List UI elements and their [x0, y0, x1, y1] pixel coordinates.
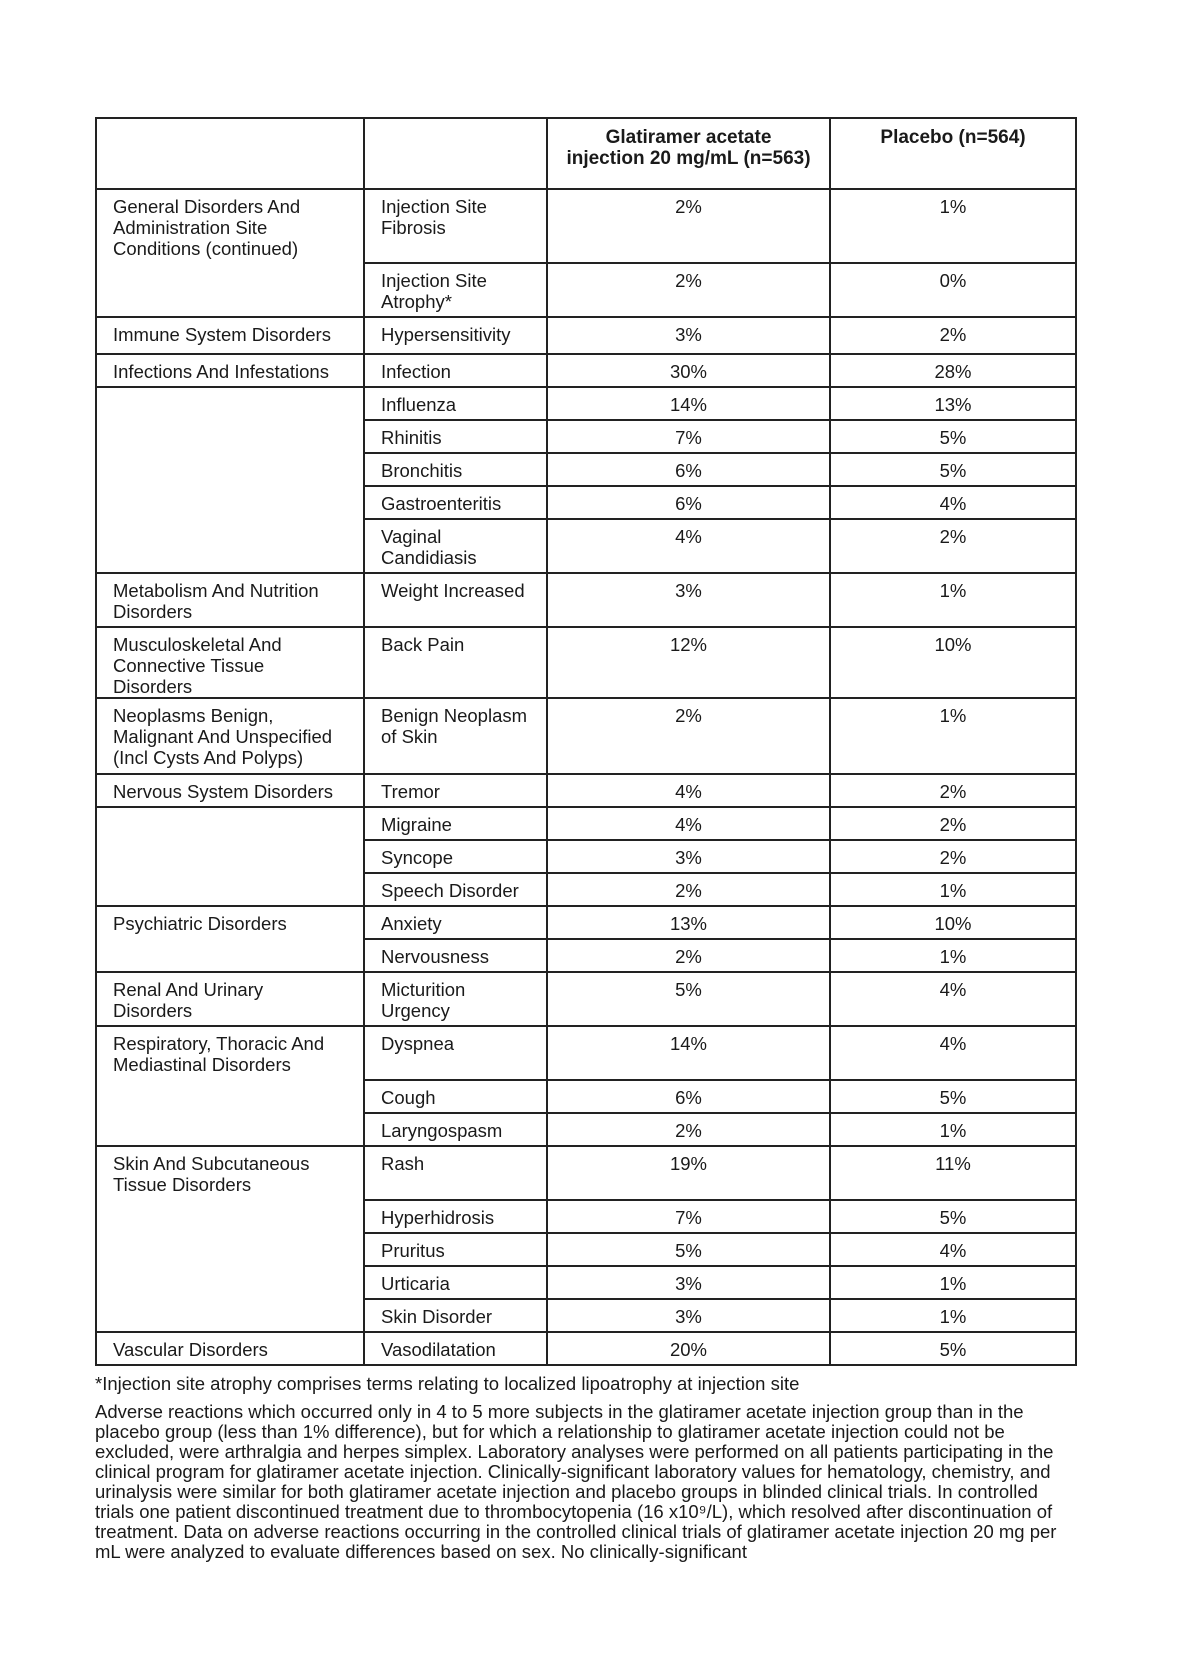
glatiramer-percent-cell: 3%: [547, 1266, 830, 1299]
placebo-percent-cell: 1%: [830, 698, 1076, 774]
placebo-percent-cell: 0%: [830, 263, 1076, 317]
preferred-term-cell: Hyperhidrosis: [364, 1200, 547, 1233]
glatiramer-percent-cell: 14%: [547, 387, 830, 420]
preferred-term-cell: Influenza: [364, 387, 547, 420]
system-organ-class-cell: [96, 387, 364, 573]
glatiramer-percent-cell: 2%: [547, 263, 830, 317]
placebo-percent-cell: 2%: [830, 840, 1076, 873]
glatiramer-percent-cell: 4%: [547, 774, 830, 807]
preferred-term-cell: Skin Disorder: [364, 1299, 547, 1332]
preferred-term-cell: Rhinitis: [364, 420, 547, 453]
footnotes: [95, 1374, 1075, 1570]
table-row: [96, 1146, 1076, 1200]
glatiramer-percent-cell: 19%: [547, 1146, 830, 1200]
placebo-percent-cell: 4%: [830, 972, 1076, 1026]
placebo-percent-cell: 10%: [830, 627, 1076, 698]
preferred-term-cell: Weight Increased: [364, 573, 547, 627]
preferred-term-cell: Syncope: [364, 840, 547, 873]
preferred-term-cell: Pruritus: [364, 1233, 547, 1266]
table-row: [96, 317, 1076, 354]
preferred-term-cell: Injection Site Fibrosis: [364, 189, 547, 263]
header-term: [364, 118, 547, 189]
placebo-percent-cell: 2%: [830, 807, 1076, 840]
preferred-term-cell: Migraine: [364, 807, 547, 840]
table-row: [96, 1332, 1076, 1365]
preferred-term-cell: Hypersensitivity: [364, 317, 547, 354]
header-placebo: Placebo (n=564): [830, 118, 1076, 189]
placebo-percent-cell: 5%: [830, 1200, 1076, 1233]
header-glatiramer: Glatiramer acetate injection 20 mg/mL (n=563): [547, 118, 830, 189]
glatiramer-percent-cell: 20%: [547, 1332, 830, 1365]
placebo-percent-cell: 2%: [830, 519, 1076, 573]
placebo-percent-cell: 11%: [830, 1146, 1076, 1200]
placebo-percent-cell: 1%: [830, 1299, 1076, 1332]
placebo-percent-cell: 13%: [830, 387, 1076, 420]
glatiramer-percent-cell: 7%: [547, 1200, 830, 1233]
glatiramer-percent-cell: 2%: [547, 698, 830, 774]
system-organ-class-cell: Renal And Urinary Disorders: [96, 972, 364, 1026]
glatiramer-percent-cell: 14%: [547, 1026, 830, 1080]
system-organ-class-cell: Infections And Infestations: [96, 354, 364, 387]
table-row: [96, 627, 1076, 698]
table-row: [96, 807, 1076, 840]
glatiramer-percent-cell: 6%: [547, 486, 830, 519]
system-organ-class-cell: Neoplasms Benign, Malignant And Unspecified (Incl Cysts And Polyps): [96, 698, 364, 774]
table-row: [96, 906, 1076, 939]
glatiramer-percent-cell: 6%: [547, 453, 830, 486]
preferred-term-cell: Gastroenteritis: [364, 486, 547, 519]
glatiramer-percent-cell: 2%: [547, 1113, 830, 1146]
placebo-percent-cell: 2%: [830, 774, 1076, 807]
glatiramer-percent-cell: 4%: [547, 807, 830, 840]
preferred-term-cell: Speech Disorder: [364, 873, 547, 906]
placebo-percent-cell: 5%: [830, 453, 1076, 486]
system-organ-class-cell: Skin And Subcutaneous Tissue Disorders: [96, 1146, 364, 1332]
placebo-percent-cell: 2%: [830, 317, 1076, 354]
glatiramer-percent-cell: 2%: [547, 873, 830, 906]
preferred-term-cell: Benign Neoplasm of Skin: [364, 698, 547, 774]
placebo-percent-cell: 28%: [830, 354, 1076, 387]
glatiramer-percent-cell: 6%: [547, 1080, 830, 1113]
glatiramer-percent-cell: 30%: [547, 354, 830, 387]
table-row: [96, 972, 1076, 1026]
preferred-term-cell: Rash: [364, 1146, 547, 1200]
atrophy-footnote: *Injection site atrophy comprises terms relating to localized lipoatrophy at injection site: [95, 1373, 800, 1394]
glatiramer-percent-cell: 7%: [547, 420, 830, 453]
preferred-term-cell: Anxiety: [364, 906, 547, 939]
table-row: [96, 698, 1076, 774]
placebo-percent-cell: 4%: [830, 1233, 1076, 1266]
glatiramer-percent-cell: 3%: [547, 840, 830, 873]
placebo-percent-cell: 1%: [830, 939, 1076, 972]
body-paragraph: Adverse reactions which occurred only in 4 to 5 more subjects in the glatiramer acetate injection group than in the placebo group (less than 1% difference), but for which a relationship to glatiramer acetate injection could not be excluded, were arthralgia and herpes simplex. Laboratory analyses were performed on all patients participating in the clinical program for glatiramer acetate injection. Clinically-significant laboratory values for hematology, chemistry, and urinalysis were similar for both glatiramer acetate injection and placebo groups in blinded clinical trials. In controlled trials one patient discontinued treatment due to thrombocytopenia (16 x10⁹/L), which resolved after discontinuation of treatment. Data on adverse reactions occurring in the controlled clinical trials of glatiramer acetate injection 20 mg per mL were analyzed to evaluate differences based on sex. No clinically-significant: [95, 1401, 1057, 1562]
table-body: [96, 189, 1076, 1365]
table-header-row: [96, 118, 1076, 189]
placebo-percent-cell: 4%: [830, 486, 1076, 519]
preferred-term-cell: Infection: [364, 354, 547, 387]
system-organ-class-cell: Musculoskeletal And Connective Tissue Disorders: [96, 627, 364, 698]
system-organ-class-cell: Respiratory, Thoracic And Mediastinal Disorders: [96, 1026, 364, 1146]
system-organ-class-cell: [96, 807, 364, 906]
table-row: [96, 387, 1076, 420]
system-organ-class-cell: Immune System Disorders: [96, 317, 364, 354]
placebo-percent-cell: 5%: [830, 1080, 1076, 1113]
glatiramer-percent-cell: 3%: [547, 573, 830, 627]
preferred-term-cell: Tremor: [364, 774, 547, 807]
table-row: [96, 189, 1076, 263]
system-organ-class-cell: Vascular Disorders: [96, 1332, 364, 1365]
preferred-term-cell: Back Pain: [364, 627, 547, 698]
table-row: [96, 774, 1076, 807]
placebo-percent-cell: 1%: [830, 573, 1076, 627]
placebo-percent-cell: 1%: [830, 189, 1076, 263]
table-row: [96, 1026, 1076, 1080]
glatiramer-percent-cell: 2%: [547, 939, 830, 972]
glatiramer-percent-cell: 3%: [547, 317, 830, 354]
preferred-term-cell: Cough: [364, 1080, 547, 1113]
table-row: [96, 354, 1076, 387]
system-organ-class-cell: Nervous System Disorders: [96, 774, 364, 807]
preferred-term-cell: Vasodilatation: [364, 1332, 547, 1365]
placebo-percent-cell: 5%: [830, 1332, 1076, 1365]
glatiramer-percent-cell: 3%: [547, 1299, 830, 1332]
preferred-term-cell: Nervousness: [364, 939, 547, 972]
preferred-term-cell: Dyspnea: [364, 1026, 547, 1080]
placebo-percent-cell: 4%: [830, 1026, 1076, 1080]
glatiramer-percent-cell: 5%: [547, 972, 830, 1026]
preferred-term-cell: Laryngospasm: [364, 1113, 547, 1146]
placebo-percent-cell: 5%: [830, 420, 1076, 453]
glatiramer-percent-cell: 13%: [547, 906, 830, 939]
preferred-term-cell: Urticaria: [364, 1266, 547, 1299]
placebo-percent-cell: 1%: [830, 1113, 1076, 1146]
glatiramer-percent-cell: 4%: [547, 519, 830, 573]
adverse-reactions-table: [95, 117, 1077, 1366]
system-organ-class-cell: Metabolism And Nutrition Disorders: [96, 573, 364, 627]
preferred-term-cell: Vaginal Candidiasis: [364, 519, 547, 573]
header-soc: [96, 118, 364, 189]
table-row: [96, 573, 1076, 627]
system-organ-class-cell: General Disorders And Administration Site Conditions (continued): [96, 189, 364, 317]
system-organ-class-cell: Psychiatric Disorders: [96, 906, 364, 972]
preferred-term-cell: Bronchitis: [364, 453, 547, 486]
preferred-term-cell: Micturition Urgency: [364, 972, 547, 1026]
placebo-percent-cell: 1%: [830, 873, 1076, 906]
glatiramer-percent-cell: 2%: [547, 189, 830, 263]
placebo-percent-cell: 10%: [830, 906, 1076, 939]
placebo-percent-cell: 1%: [830, 1266, 1076, 1299]
glatiramer-percent-cell: 5%: [547, 1233, 830, 1266]
preferred-term-cell: Injection Site Atrophy*: [364, 263, 547, 317]
glatiramer-percent-cell: 12%: [547, 627, 830, 698]
